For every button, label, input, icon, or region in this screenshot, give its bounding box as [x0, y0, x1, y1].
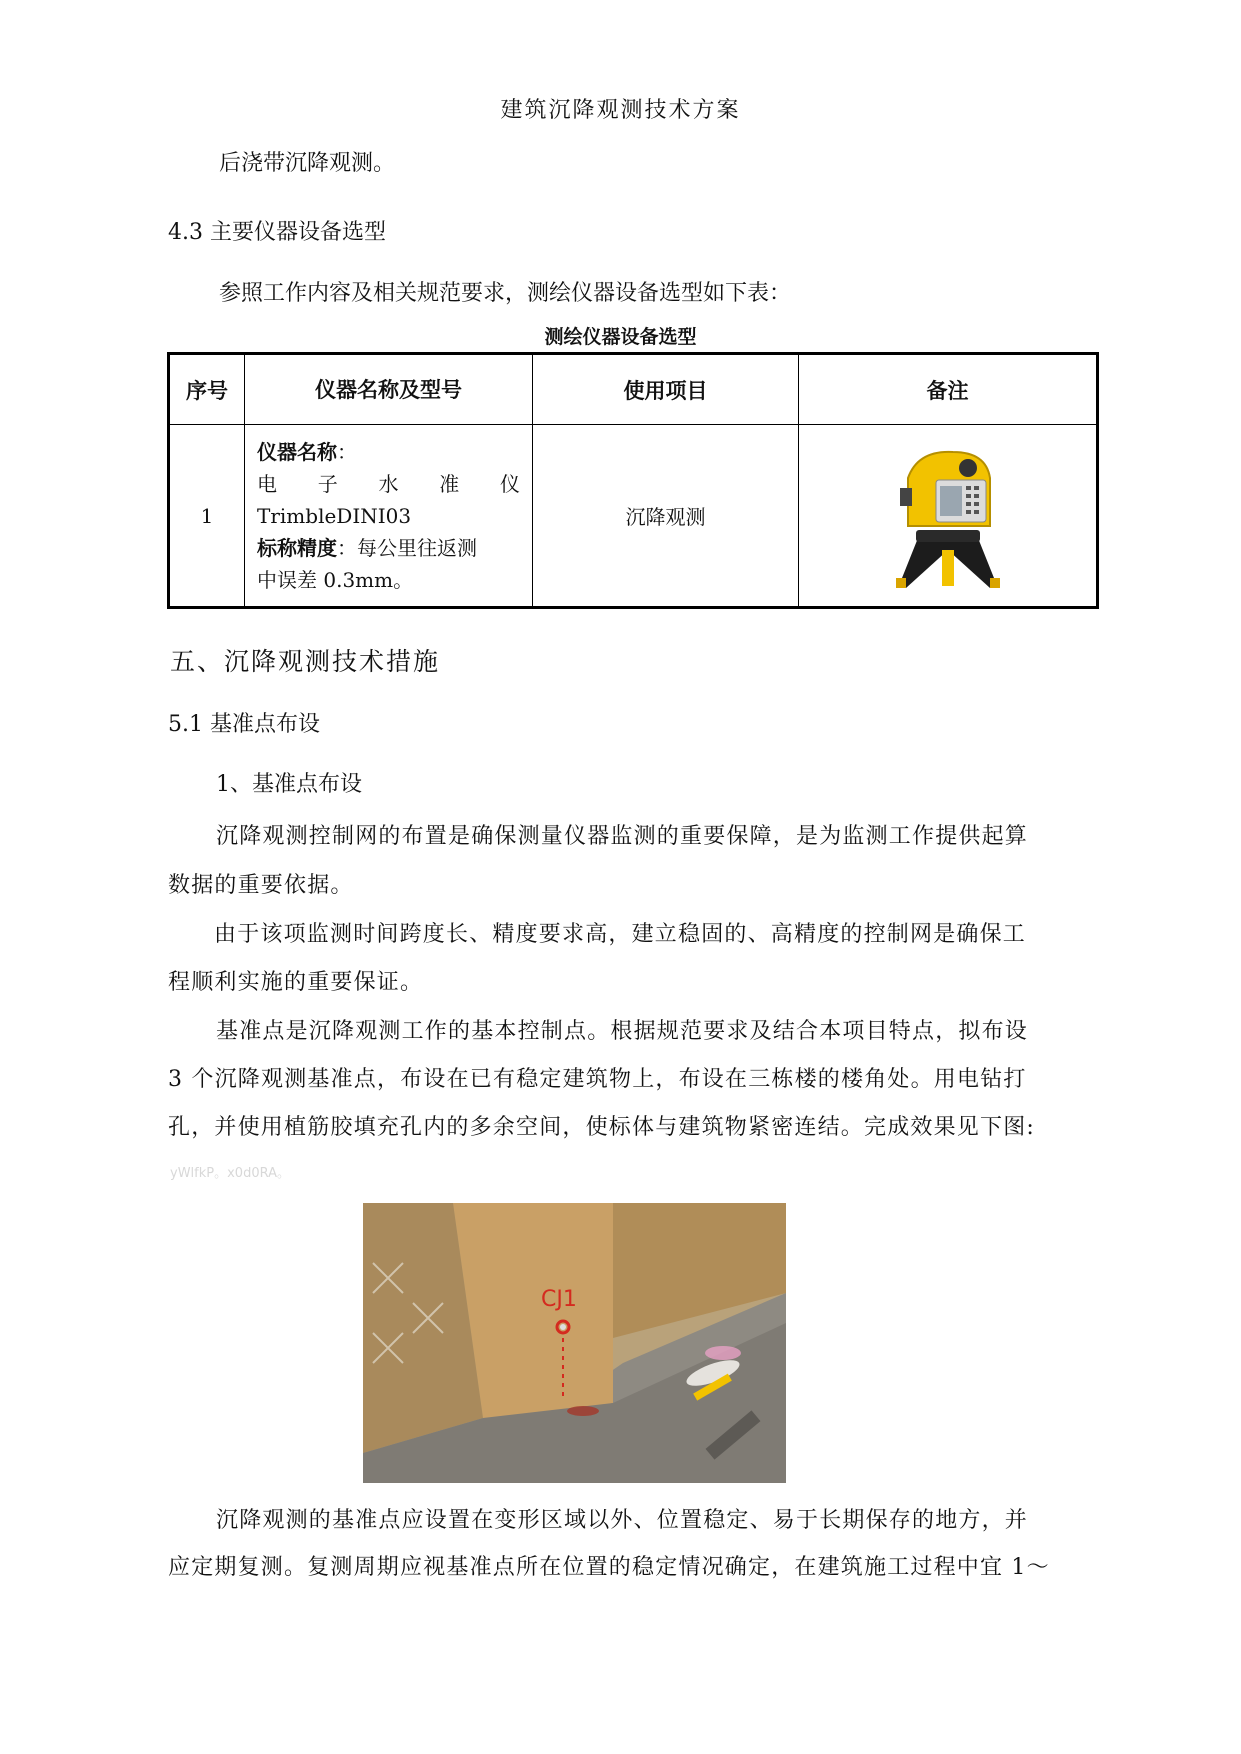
header-cell-name: 仪器名称及型号 [245, 354, 533, 425]
precision-label: 标称精度 [257, 535, 337, 560]
table-header-row [169, 354, 1098, 425]
faint-watermark-text: yWlfkP。x0d0RA。 [170, 1166, 290, 1181]
electronic-level-image [878, 438, 1018, 588]
paragraph-continued: 后浇带沉降观测。 [219, 151, 396, 176]
instrument-model: TrimbleDINI03 [257, 503, 412, 528]
benchmark-photo [363, 1203, 786, 1483]
header-cell-remark: 备注 [799, 354, 1098, 425]
instrument-char: 电 [257, 471, 277, 496]
paragraph-4-line-2: 应定期复测。复测周期应视基准点所在位置的稳定情况确定，在建筑施工过程中宜 1～ [168, 1555, 1050, 1580]
paragraph-1-line-1: 沉降观测控制网的布置是确保测量仪器监测的重要保障，是为监测工作提供起算 [216, 824, 1029, 849]
instrument-name-colon: ： [337, 439, 357, 464]
instrument-name-label: 仪器名称 [257, 439, 337, 464]
row-instrument-cell [245, 425, 533, 608]
paragraph-4-line-1: 沉降观测的基准点应设置在变形区域以外、位置稳定、易于长期保存的地方，并 [216, 1508, 1029, 1533]
list-item-1: 1、基准点布设 [216, 772, 362, 797]
row-remark-image-cell [799, 425, 1098, 608]
paragraph-2-line-1: 由于该项监测时间跨度长、精度要求高，建立稳固的、高精度的控制网是确保工 [214, 922, 1027, 947]
paragraph-3-line-2: 3 个沉降观测基准点，布设在已有稳定建筑物上，布设在三栋楼的楼角处。用电钻打 [168, 1067, 1027, 1092]
instrument-name-value [257, 468, 520, 500]
precision-value: ：每公里往返测 [337, 535, 477, 560]
instrument-char: 仪 [500, 471, 520, 496]
intro-paragraph: 参照工作内容及相关规范要求，测绘仪器设备选型如下表： [219, 281, 792, 306]
instrument-char: 子 [317, 471, 338, 496]
page-header-title: 建筑沉降观测技术方案 [500, 98, 741, 123]
instrument-char: 水 [378, 471, 399, 496]
header-cell-usage: 使用项目 [533, 354, 799, 425]
instrument-name-line [257, 436, 520, 468]
paragraph-2-line-2: 程顺利实施的重要保证。 [168, 970, 424, 995]
section-heading-4-3: 4.3 主要仪器设备选型 [168, 220, 386, 245]
instrument-char: 准 [439, 471, 460, 496]
row-no: 1 [169, 425, 245, 608]
equipment-table [167, 352, 1099, 609]
instrument-precision-line [257, 532, 520, 564]
table-caption: 测绘仪器设备选型 [544, 326, 697, 348]
paragraph-3-line-3: 孔，并使用植筋胶填充孔内的多余空间，使标体与建筑物紧密连结。完成效果见下图: [168, 1115, 1036, 1140]
precision-value-cont: 中误差 0.3mm。 [257, 567, 414, 592]
benchmark-label-cj1: CJ1 [541, 1287, 577, 1312]
table-row [169, 425, 1098, 608]
paragraph-3-line-1: 基准点是沉降观测工作的基本控制点。根据规范要求及结合本项目特点，拟布设 [216, 1019, 1029, 1044]
header-cell-no: 序号 [169, 354, 245, 425]
section-title-5: 五、沉降观测技术措施 [170, 647, 441, 676]
subsection-5-1: 5.1 基准点布设 [168, 712, 320, 737]
row-usage: 沉降观测 [533, 425, 799, 608]
paragraph-1-line-2: 数据的重要依据。 [168, 873, 354, 898]
